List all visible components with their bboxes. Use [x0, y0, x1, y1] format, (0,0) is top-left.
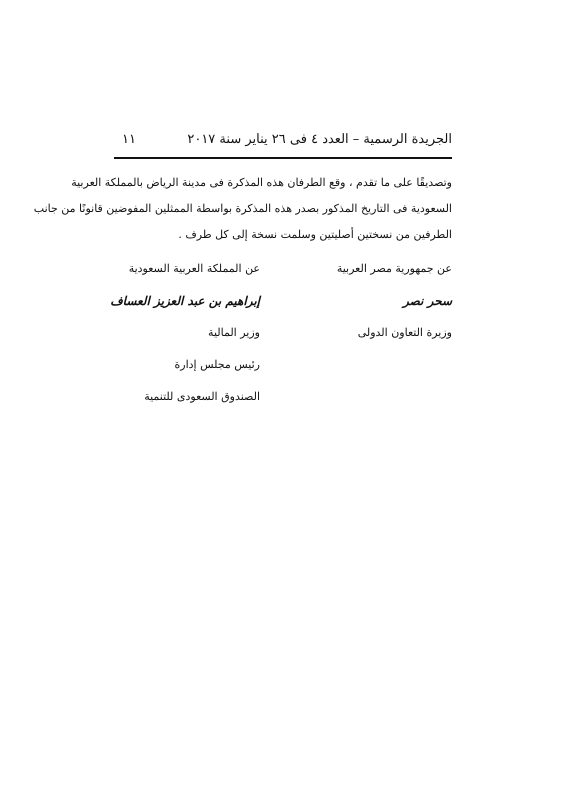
body-paragraph — [33, 170, 452, 248]
body-line: الطرفين من نسختين أصليتين وسلمت نسخة إلى كل طرف . — [178, 228, 452, 241]
header-divider — [114, 157, 452, 159]
party-label-saudi: عن المملكة العربية السعودية — [128, 262, 260, 275]
body-line: وتصديقًا على ما تقدم ، وقع الطرفان هذه المذكرة فى مدينة الرياض بالمملكة العربية — [71, 176, 452, 189]
signatory-name-saudi: إبراهيم بن عبد العزيز العساف — [110, 294, 260, 308]
signatory-title3-saudi: الصندوق السعودى للتنمية — [144, 390, 260, 403]
signature-block-egypt — [302, 258, 452, 354]
page-number: ١١ — [122, 132, 136, 147]
party-label-egypt: عن جمهورية مصر العربية — [336, 262, 452, 275]
signatory-title-saudi: وزير المالية — [208, 326, 260, 339]
signatory-title2-saudi: رئيس مجلس إدارة — [174, 358, 260, 371]
page-header — [114, 132, 452, 152]
signature-block-saudi — [110, 258, 260, 418]
body-line: السعودية فى التاريخ المذكور بصدر هذه المذكرة بواسطة الممثلين المفوضين قانونًا من جانب — [33, 202, 452, 215]
gazette-header-title: الجريدة الرسمية – العدد ٤ فى ٢٦ يناير سنة ٢٠١٧ — [187, 132, 452, 147]
signatory-title-egypt: وزيرة التعاون الدولى — [357, 326, 452, 339]
signatory-name-egypt: سحر نصر — [403, 294, 452, 308]
